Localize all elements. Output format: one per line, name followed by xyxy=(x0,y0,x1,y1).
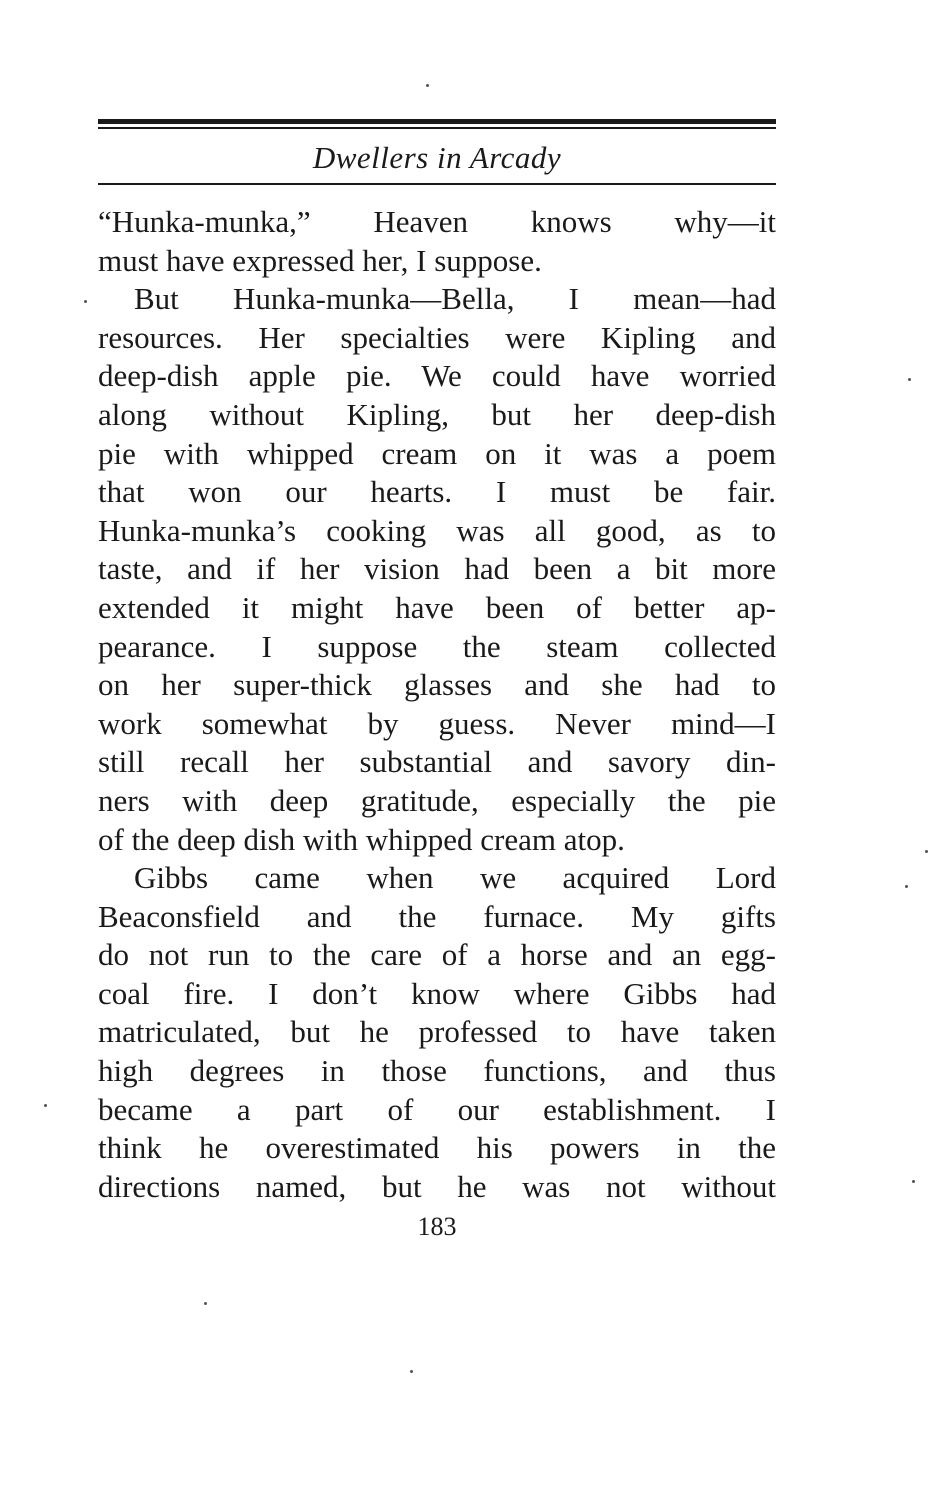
text-line: Gibbs came when we acquired Lord xyxy=(134,860,776,896)
scan-speck xyxy=(908,378,911,381)
scan-speck xyxy=(410,1370,413,1373)
text-line: became a part of our establishment. I xyxy=(98,1091,776,1127)
scan-speck xyxy=(426,84,429,87)
text-line: must have expressed her, I suppose. xyxy=(98,242,542,278)
text-line: resources. Her specialties were Kipling and xyxy=(98,319,776,355)
text-line: that won our hearts. I must be fair. xyxy=(98,474,776,510)
text-line: pie with whipped cream on it was a poem xyxy=(98,435,776,471)
text-line: matriculated, but he professed to have taken xyxy=(98,1014,776,1050)
text-line: think he overestimated his powers in the xyxy=(98,1130,776,1166)
text-line: extended it might have been of better ap- xyxy=(98,589,776,625)
text-line: coal fire. I don’t know where Gibbs had xyxy=(98,975,776,1011)
text-line: on her super-thick glasses and she had to xyxy=(98,667,776,703)
scan-speck xyxy=(905,885,908,888)
scan-speck xyxy=(912,1180,915,1183)
text-line: ners with deep gratitude, especially the pie xyxy=(98,782,776,818)
text-line: deep-dish apple pie. We could have worried xyxy=(98,358,776,394)
text-line: still recall her substantial and savory din- xyxy=(98,744,776,780)
running-title: Dwellers in Arcady xyxy=(312,140,562,175)
scan-speck xyxy=(925,850,928,853)
scan-speck xyxy=(84,300,87,303)
text-line: Hunka-munka’s cooking was all good, as to xyxy=(98,512,776,548)
text-line: “Hunka-munka,” Heaven knows why—it xyxy=(98,204,776,239)
text-line: work somewhat by guess. Never mind—I xyxy=(98,705,776,741)
text-line: Beaconsfield and the furnace. My gifts xyxy=(98,898,776,934)
scan-speck xyxy=(204,1302,207,1305)
header-rule-thick xyxy=(98,119,776,124)
text-line: along without Kipling, but her deep-dish xyxy=(98,396,776,432)
text-line: high degrees in those functions, and thus xyxy=(98,1053,776,1089)
page-number: 183 xyxy=(417,1212,457,1241)
text-line: directions named, but he was not without xyxy=(98,1168,776,1204)
text-line: pearance. I suppose the steam collected xyxy=(98,628,776,664)
text-line: do not run to the care of a horse and an egg- xyxy=(98,937,776,973)
body-text xyxy=(98,203,776,1206)
header-rule-bottom xyxy=(98,183,776,185)
text-line: of the deep dish with whipped cream atop. xyxy=(98,821,625,857)
text-line: But Hunka-munka—Bella, I mean—had xyxy=(134,281,776,317)
scan-speck xyxy=(44,1104,47,1107)
header-rule-thin xyxy=(98,127,776,129)
text-line: taste, and if her vision had been a bit more xyxy=(98,551,776,587)
